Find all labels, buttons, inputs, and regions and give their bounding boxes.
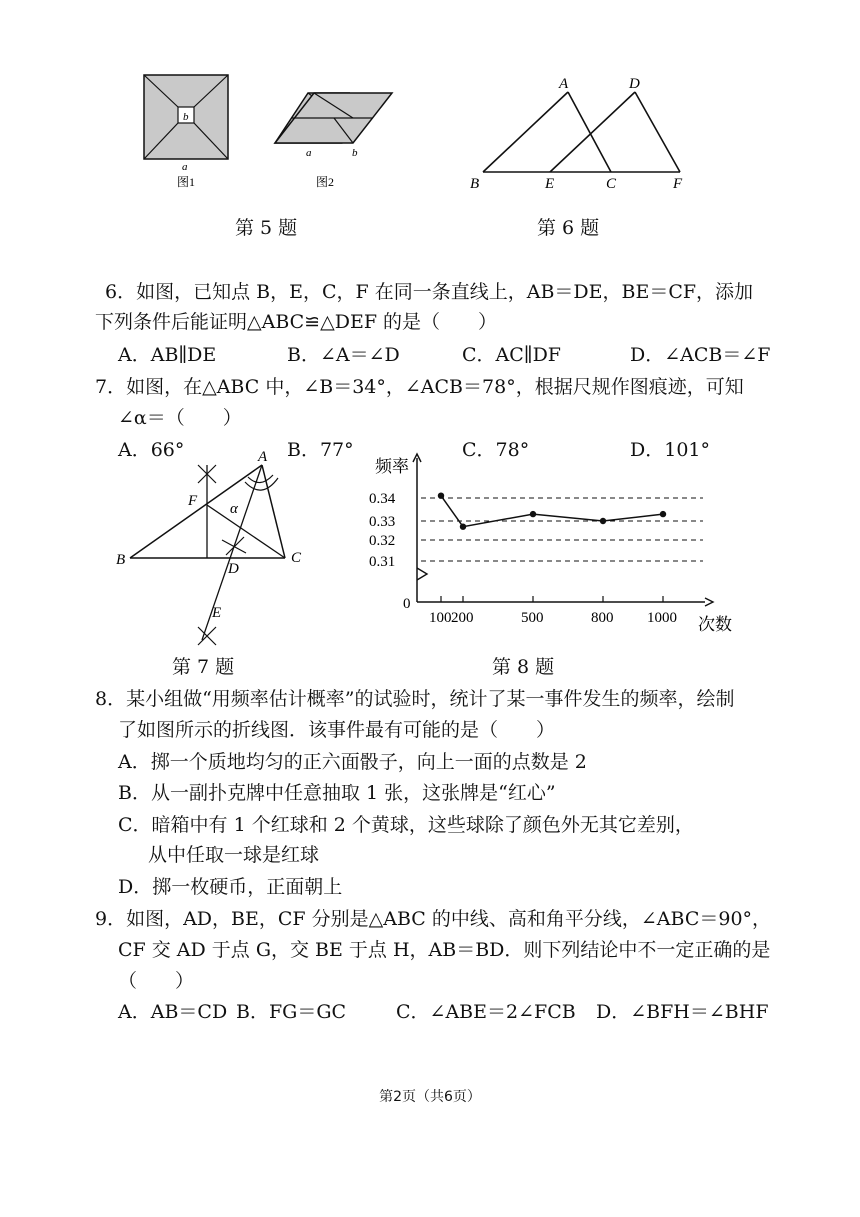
figure-5b-labels [300,140,380,200]
y-tick-label: 0.31 [369,554,396,570]
data-point [460,524,466,530]
fig7-label-F: F [188,493,198,509]
y-tick-label: 0.34 [369,491,396,507]
fig7-label-C: C [291,550,302,566]
q9-option-a: A．AB＝CD [118,1001,228,1023]
fig6-label-E: E [545,176,555,192]
q6-stem-2: 下列条件后能证明△ABC≌△DEF 的是（ ） [95,311,498,333]
x-tick-label: 200 [451,610,474,626]
x-tick-label: 100 [429,610,452,626]
q7-option-b: B．77° [287,439,354,461]
x-arrow [705,598,713,606]
fig7-title: 第 7 题 [172,656,235,678]
q9-stem-3: （ ） [118,970,195,992]
figure-5-parallelogram [270,88,400,148]
fig6-label-D: D [629,76,640,92]
fig5-label-a: a [182,161,188,173]
fig7-label-D: D [228,561,239,577]
q7-stem-2: ∠α＝（ ） [118,407,242,429]
q6-option-a: A．AB∥DE [118,344,217,366]
data-point [530,511,536,517]
x-tick-label: 1000 [647,610,677,626]
chart-y-label: 频率 [375,457,409,476]
q6-stem-1: 6．如图，已知点 B，E，C，F 在同一条直线上，AB＝DE，BE＝CF，添加 [105,281,754,303]
fig6-label-A: A [559,76,569,92]
q9-option-b: B．FG＝GC [236,1001,347,1023]
axis-break [417,568,427,580]
fig6-label-F: F [673,176,683,192]
fig6-label-B: B [470,176,480,192]
q9-option-c: C．∠ABE＝2∠FCB [396,1001,576,1023]
q8-option-b: B．从一副扑克牌中任意抽取 1 张，这张牌是“红心” [118,782,556,804]
x-tick-label: 500 [521,610,544,626]
q6-option-d: D．∠ACB＝∠F [630,344,771,366]
series-line [441,496,663,527]
y-tick-label: 0.32 [369,533,396,549]
q7-option-c: C．78° [462,439,530,461]
fig7-label-E: E [212,605,222,621]
q9-stem-1: 9．如图，AD，BE，CF 分别是△ABC 的中线、高和角平分线，∠ABC＝90°， [95,908,772,930]
q9-stem-2: CF 交 AD 于点 G，交 BE 于点 H，AB＝BD．则下列结论中不一定正确的是 [118,939,771,961]
q6-option-b: B．∠A＝∠D [287,344,400,366]
fig8-title: 第 8 题 [492,656,555,678]
fig5-label-b-inner: b [183,111,189,123]
q7-stem-1: 7．如图，在△ABC 中，∠B＝34°，∠ACB＝78°，根据尺规作图痕迹，可知 [95,376,744,398]
fig7-label-B: B [116,552,126,568]
fig7-label-A: A [258,449,268,465]
q8-stem-1: 8．某小组做“用频率估计概率”的试验时，统计了某一事件发生的频率，绘制 [95,688,735,710]
fig5-caption-1: 图1 [177,175,196,189]
figure-7 [110,445,320,650]
data-point [600,518,606,524]
data-point [660,511,666,517]
fig6-label-C: C [606,176,617,192]
q7-option-d: D．101° [630,439,710,461]
fig5-caption-2: 图2 [316,175,335,189]
chart-origin-label: 0 [403,596,411,612]
page-footer: 第2页（共6页） [379,1089,481,1105]
y-tick-label: 0.33 [369,514,396,530]
x-tick-label: 800 [591,610,614,626]
q8-option-c-2: 从中任取一球是红球 [148,844,320,866]
q8-option-c-1: C．暗箱中有 1 个红球和 2 个黄球，这些球除了颜色外无其它差别， [118,814,694,836]
q8-stem-2: 了如图所示的折线图．该事件最有可能的是（ ） [118,719,556,741]
figure-6 [465,70,695,195]
figure-8-chart [365,450,745,645]
fig5-para-label-b: b [352,147,358,159]
fig5-para-label-a: a [306,147,312,159]
q9-option-d: D．∠BFH＝∠BHF [596,1001,769,1023]
fig6-title: 第 6 题 [537,217,600,239]
data-point [438,493,444,499]
q6-option-c: C．AC∥DF [462,344,561,366]
fig7-label-alpha: α [230,501,238,517]
fig5-title: 第 5 题 [235,217,298,239]
q7-option-a: A．66° [118,439,185,461]
chart-x-label: 次数 [698,615,732,634]
q8-option-d: D．掷一枚硬币，正面朝上 [118,876,343,898]
q8-option-a: A．掷一个质地均匀的正六面骰子，向上一面的点数是 2 [118,751,587,773]
